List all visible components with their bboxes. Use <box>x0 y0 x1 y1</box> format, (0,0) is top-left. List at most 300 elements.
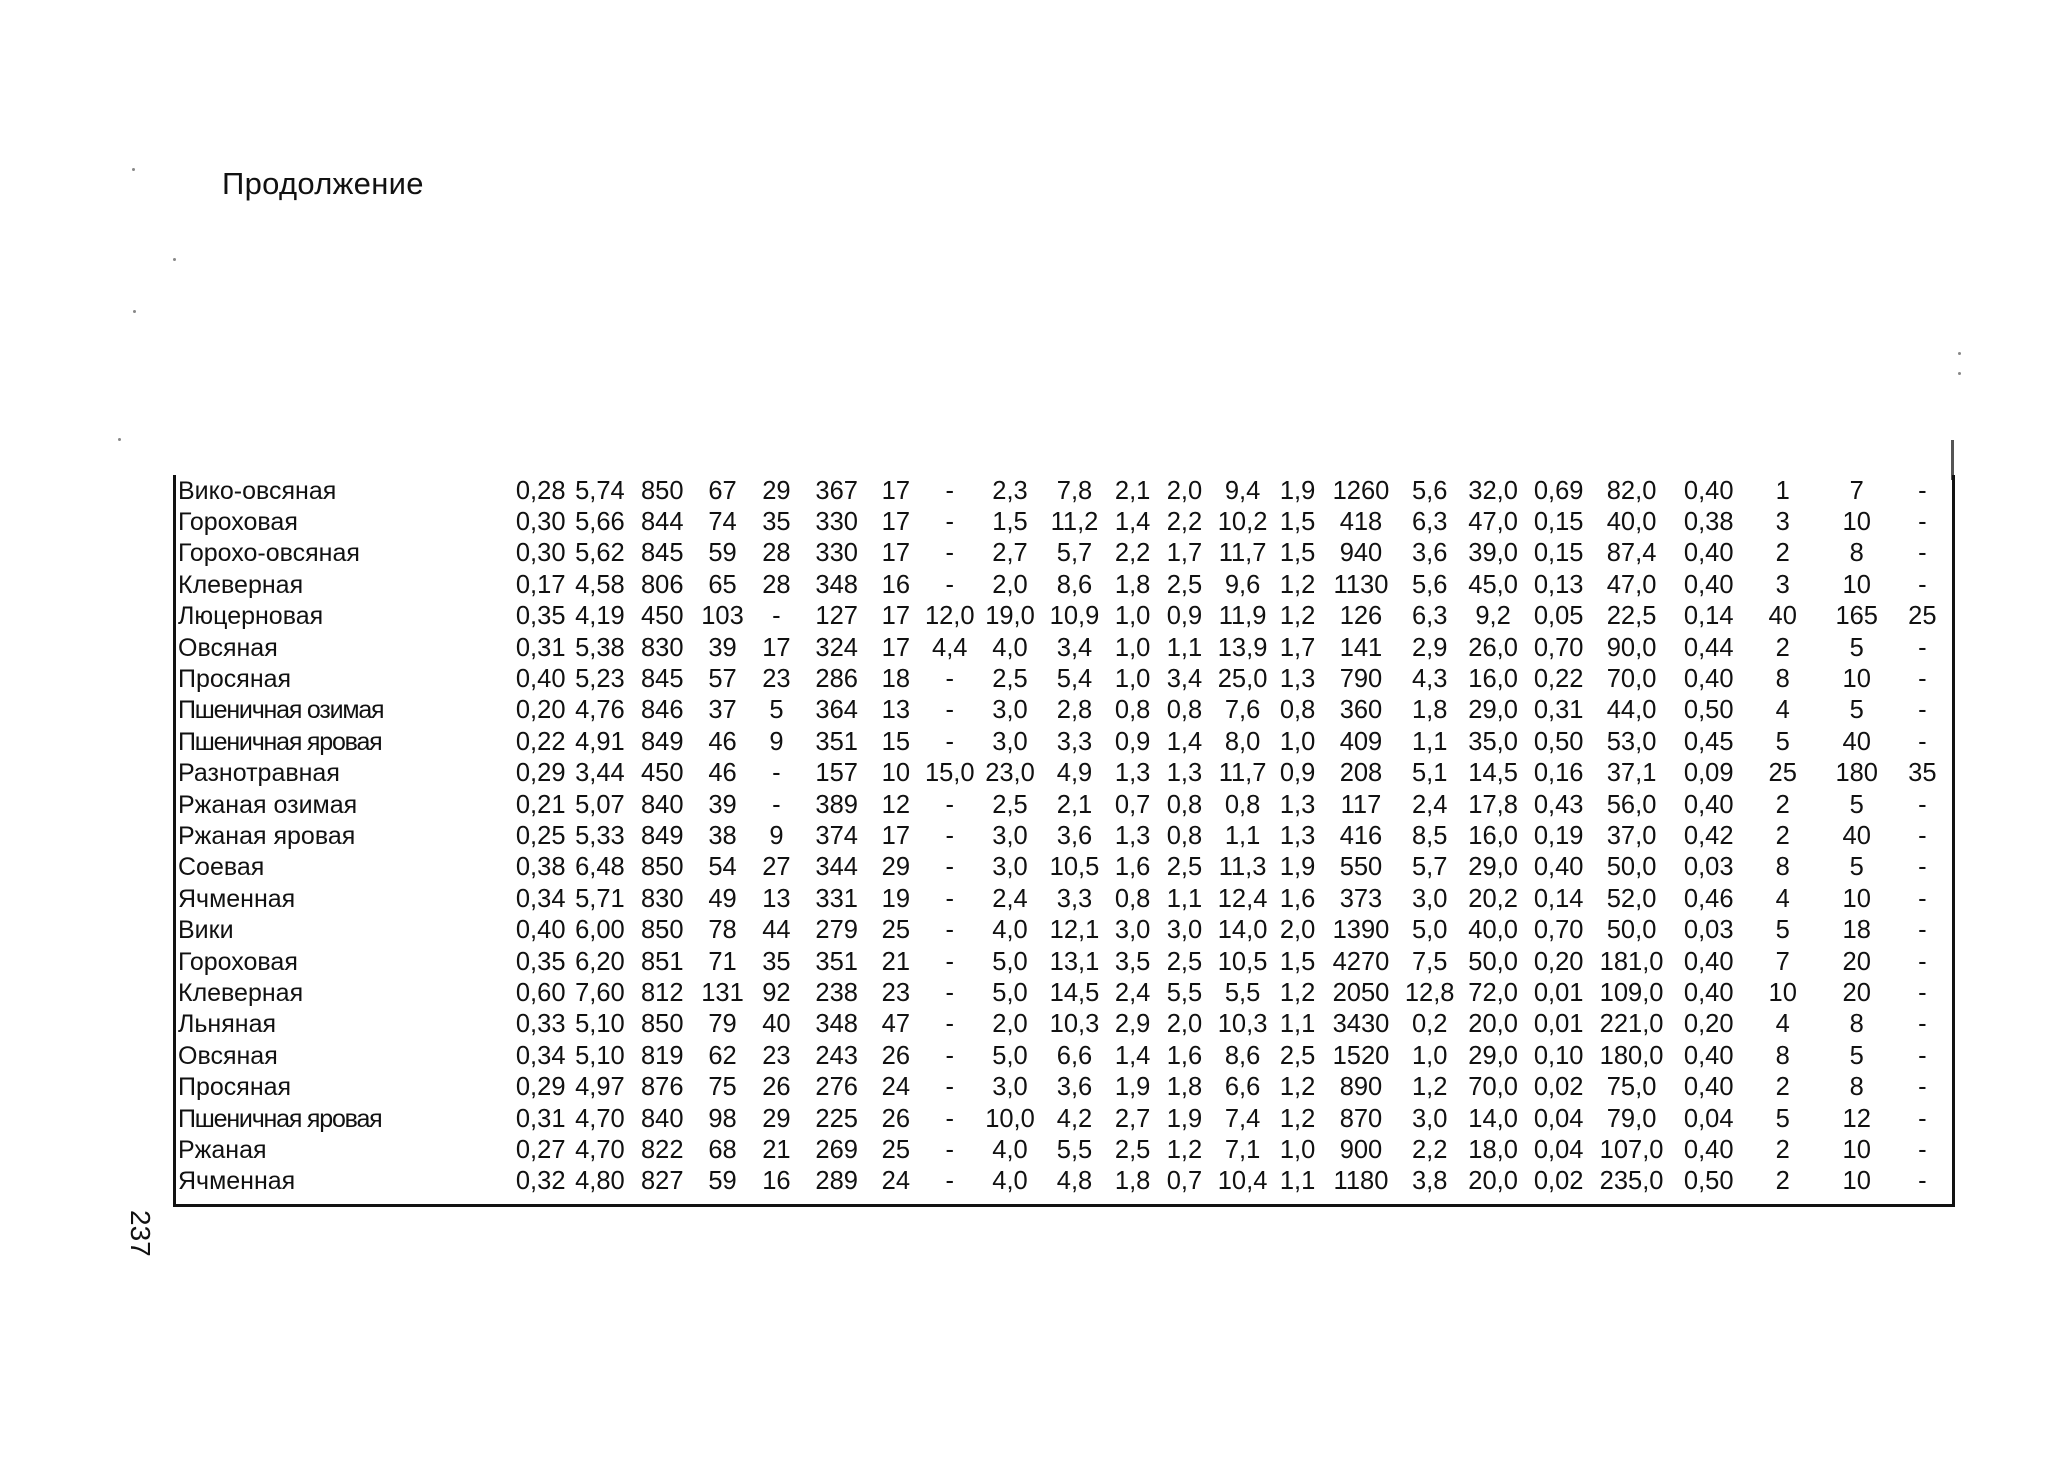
table-cell: - <box>1918 570 1927 599</box>
table-cell: 14,5 <box>1468 759 1518 788</box>
table-cell: 0,35 <box>515 947 566 976</box>
table-cell: 1,8 <box>1166 1073 1203 1102</box>
table-cell: 180 <box>1835 759 1878 788</box>
table-cell: 4,3 <box>1411 665 1448 694</box>
table-cell: 1,0 <box>1279 1135 1316 1164</box>
table-cell: 24 <box>881 1073 911 1102</box>
table-cell: 10 <box>1842 508 1871 537</box>
table-cell: 74 <box>708 508 737 537</box>
table-cell: 5,38 <box>575 633 625 662</box>
table-cell: 276 <box>815 1073 858 1102</box>
table-cell: 2,8 <box>1056 696 1093 725</box>
row-name: Просяная <box>178 1073 292 1102</box>
table-cell: 98 <box>708 1104 737 1133</box>
table-cell: 827 <box>640 1167 684 1196</box>
table-cell: - <box>1918 727 1927 756</box>
table-cell: 7,4 <box>1224 1104 1261 1133</box>
table-cell: 0,28 <box>515 476 566 505</box>
table-cell: 5,62 <box>575 539 625 568</box>
table-cell: 9,6 <box>1224 570 1261 599</box>
table-cell: 2,5 <box>1166 947 1203 976</box>
table-cell: 4,4 <box>932 633 968 662</box>
table-cell: 29,0 <box>1468 1041 1518 1070</box>
table-cell: 1,3 <box>1114 759 1151 788</box>
table-cell: 23,0 <box>985 759 1035 788</box>
table-cell: - <box>945 821 955 850</box>
table-cell: - <box>945 790 955 819</box>
table-cell: 348 <box>815 570 858 599</box>
table-row <box>176 601 1952 632</box>
table-cell: 830 <box>640 633 684 662</box>
table-cell: 1,3 <box>1279 790 1316 819</box>
table-cell: 0,03 <box>1683 853 1734 882</box>
table-row <box>176 1103 1952 1134</box>
table-cell: 10,2 <box>1217 508 1268 537</box>
table-cell: 5,0 <box>992 947 1028 976</box>
table-cell: 12,4 <box>1217 884 1268 913</box>
row-name: Соевая <box>178 853 265 882</box>
table-cell: 29 <box>881 853 911 882</box>
table-cell: 0,14 <box>1683 602 1734 631</box>
table-cell: 127 <box>815 602 858 631</box>
row-name: Овсяная <box>178 633 278 662</box>
table-cell: 3,6 <box>1411 539 1448 568</box>
table-cell: 3,0 <box>1114 916 1151 945</box>
table-cell: 5,5 <box>1056 1135 1093 1164</box>
table-cell: 2 <box>1775 1073 1790 1102</box>
table-cell: 10 <box>1842 665 1871 694</box>
table-cell: 78 <box>708 916 737 945</box>
table-cell: 18,0 <box>1468 1135 1518 1164</box>
table-cell: 8 <box>1849 1073 1864 1102</box>
table-cell: 7 <box>1849 476 1864 505</box>
table-cell: 819 <box>640 1041 684 1070</box>
table-cell: 845 <box>640 665 684 694</box>
table-cell: 47 <box>881 1010 911 1039</box>
table-cell: 243 <box>815 1041 858 1070</box>
table-cell: 1,4 <box>1114 1041 1151 1070</box>
table-cell: 416 <box>1339 821 1383 850</box>
table-cell: 940 <box>1339 539 1383 568</box>
table-cell: 450 <box>640 759 684 788</box>
row-name: Ржаная <box>178 1135 267 1164</box>
table-cell: 0,20 <box>1683 1010 1734 1039</box>
table-cell: 0,38 <box>515 853 566 882</box>
table-cell: 3,0 <box>992 821 1028 850</box>
table-cell: 5,6 <box>1411 570 1448 599</box>
table-cell: 0,15 <box>1533 508 1584 537</box>
row-name: Пшеничная озимая <box>178 696 384 725</box>
table-cell: 1,1 <box>1224 821 1261 850</box>
table-cell: 1,7 <box>1279 633 1316 662</box>
table-cell: 20,2 <box>1468 884 1518 913</box>
row-name: Ячменная <box>178 1167 296 1196</box>
table-cell: 0,04 <box>1533 1104 1584 1133</box>
table-cell: 890 <box>1339 1073 1383 1102</box>
table-cell: 8 <box>1775 853 1790 882</box>
table-cell: 1,6 <box>1114 853 1151 882</box>
table-cell: 1,1 <box>1166 633 1203 662</box>
table-cell: - <box>1918 665 1927 694</box>
table-cell: 26 <box>881 1041 911 1070</box>
row-name: Пшеничная яровая <box>178 1104 382 1133</box>
table-cell: 1,3 <box>1114 821 1151 850</box>
table-cell: 5,0 <box>1411 916 1448 945</box>
table-cell: 0,14 <box>1533 884 1584 913</box>
table-cell: 13 <box>881 696 911 725</box>
table-cell: 850 <box>640 1010 684 1039</box>
table-cell: 1,1 <box>1166 884 1203 913</box>
table-cell: 22,5 <box>1606 602 1657 631</box>
table-cell: 1,3 <box>1166 759 1203 788</box>
table-cell: - <box>1918 884 1927 913</box>
table-cell: 13 <box>762 884 791 913</box>
table-cell: 10,5 <box>1217 947 1268 976</box>
table-cell: - <box>772 759 781 788</box>
table-cell: 3,3 <box>1056 727 1093 756</box>
table-cell: 39 <box>708 790 737 819</box>
table-cell: 62 <box>708 1041 737 1070</box>
table-cell: 2,5 <box>992 665 1028 694</box>
table-cell: 7 <box>1775 947 1790 976</box>
table-cell: 3,5 <box>1114 947 1151 976</box>
table-cell: 38 <box>708 821 737 850</box>
table-cell: 5 <box>1849 790 1864 819</box>
table-row <box>176 475 1952 506</box>
table-cell: 10 <box>1842 570 1871 599</box>
table-cell: 16,0 <box>1468 665 1518 694</box>
row-name: Ржаная яровая <box>178 821 356 850</box>
table-cell: 2,4 <box>1114 978 1151 1007</box>
table-cell: 0,09 <box>1683 759 1734 788</box>
table-cell: - <box>1918 696 1927 725</box>
table-cell: 2,0 <box>1166 1010 1203 1039</box>
table-row <box>176 1134 1952 1165</box>
table-cell: 3,0 <box>992 853 1028 882</box>
table-cell: 4,91 <box>575 727 625 756</box>
table-cell: 79 <box>708 1010 737 1039</box>
table-cell: 35 <box>762 508 791 537</box>
table-cell: 24 <box>881 1167 911 1196</box>
table-row <box>176 506 1952 537</box>
table-cell: 0,17 <box>515 570 566 599</box>
table-cell: 0,46 <box>1683 884 1734 913</box>
table-cell: - <box>1918 1041 1927 1070</box>
table-cell: 0,01 <box>1533 1010 1584 1039</box>
table-cell: 3,3 <box>1056 884 1093 913</box>
table-cell: 0,40 <box>1683 790 1734 819</box>
table-cell: 5,6 <box>1411 476 1448 505</box>
row-name: Клеверная <box>178 570 304 599</box>
table-cell: 4,8 <box>1056 1167 1093 1196</box>
table-cell: 1,1 <box>1411 727 1448 756</box>
table-cell: 39,0 <box>1468 539 1518 568</box>
table-cell: 79,0 <box>1606 1104 1657 1133</box>
table-cell: 2050 <box>1332 978 1390 1007</box>
table-cell: 2 <box>1775 539 1790 568</box>
table-cell: 21 <box>762 1135 791 1164</box>
table-cell: 0,40 <box>515 916 566 945</box>
table-cell: 92 <box>762 978 791 1007</box>
table-cell: 75 <box>708 1073 737 1102</box>
table-cell: 19 <box>881 884 911 913</box>
table-cell: 4,0 <box>992 633 1028 662</box>
table-cell: 90,0 <box>1606 633 1657 662</box>
table-cell: 20 <box>1842 947 1871 976</box>
table-cell: 4,2 <box>1056 1104 1093 1133</box>
table-cell: 5 <box>1849 1041 1864 1070</box>
table-cell: 12 <box>1842 1104 1871 1133</box>
table-cell: 1,0 <box>1114 633 1151 662</box>
table-cell: 28 <box>762 539 791 568</box>
table-cell: 6,48 <box>575 853 625 882</box>
data-table-frame <box>173 475 1955 1207</box>
table-cell: 46 <box>708 727 737 756</box>
table-cell: 3,44 <box>575 759 625 788</box>
table-cell: 409 <box>1339 727 1383 756</box>
table-cell: 0,13 <box>1533 570 1584 599</box>
table-cell: 0,70 <box>1533 633 1584 662</box>
table-cell: 5,10 <box>575 1010 625 1039</box>
table-cell: 20,0 <box>1468 1167 1518 1196</box>
table-cell: 4,9 <box>1056 759 1093 788</box>
table-cell: 1,5 <box>1279 508 1316 537</box>
table-cell: 157 <box>815 759 858 788</box>
table-cell: 27 <box>762 853 791 882</box>
table-cell: 23 <box>881 978 911 1007</box>
table-cell: 1,5 <box>992 508 1028 537</box>
table-cell: 35 <box>1908 759 1937 788</box>
table-cell: 450 <box>640 602 684 631</box>
table-cell: 0,9 <box>1166 602 1203 631</box>
table-cell: - <box>945 665 955 694</box>
table-cell: 1,1 <box>1279 1010 1316 1039</box>
table-cell: 15 <box>881 727 911 756</box>
table-cell: 0,30 <box>515 539 566 568</box>
row-name: Овсяная <box>178 1041 278 1070</box>
table-cell: 2,7 <box>1114 1104 1151 1133</box>
table-cell: 3,4 <box>1166 665 1203 694</box>
table-cell: 4,70 <box>575 1104 625 1133</box>
table-cell: 40 <box>1768 602 1797 631</box>
table-cell: 4,0 <box>992 1135 1028 1164</box>
table-cell: - <box>945 696 955 725</box>
table-cell: 2,4 <box>1411 790 1448 819</box>
table-cell: - <box>1918 1167 1927 1196</box>
table-cell: 181,0 <box>1599 947 1664 976</box>
table-cell: - <box>945 1135 955 1164</box>
table-cell: 6,3 <box>1411 508 1448 537</box>
table-cell: 21 <box>881 947 911 976</box>
table-cell: 12,8 <box>1404 978 1455 1007</box>
table-cell: 367 <box>815 476 858 505</box>
table-cell: 50,0 <box>1468 947 1518 976</box>
table-cell: 40,0 <box>1606 508 1657 537</box>
table-cell: 7,6 <box>1224 696 1261 725</box>
table-cell: 16 <box>762 1167 791 1196</box>
table-cell: 1520 <box>1332 1041 1390 1070</box>
table-cell: 11,2 <box>1050 508 1099 537</box>
table-cell: 0,40 <box>1683 570 1734 599</box>
table-cell: - <box>1918 633 1927 662</box>
table-cell: 790 <box>1339 665 1383 694</box>
table-cell: 103 <box>701 602 744 631</box>
table-cell: 1,2 <box>1279 570 1316 599</box>
table-cell: 5,7 <box>1056 539 1093 568</box>
table-cell: 0,9 <box>1114 727 1151 756</box>
table-cell: 850 <box>640 853 684 882</box>
table-cell: 44,0 <box>1606 696 1657 725</box>
table-cell: 17 <box>881 821 911 850</box>
table-cell: 49 <box>708 884 737 913</box>
table-cell: 59 <box>708 539 737 568</box>
table-cell: 0,21 <box>515 790 566 819</box>
table-cell: 5,23 <box>575 665 625 694</box>
table-cell: 0,22 <box>1533 665 1584 694</box>
table-cell: 3,0 <box>1411 1104 1448 1133</box>
table-cell: 0,30 <box>515 508 566 537</box>
table-cell: 10,0 <box>985 1104 1035 1133</box>
table-cell: 141 <box>1339 633 1383 662</box>
table-cell: 5,1 <box>1411 759 1448 788</box>
table-cell: 0,8 <box>1224 790 1261 819</box>
table-cell: 44 <box>762 916 791 945</box>
table-cell: 8,6 <box>1056 570 1093 599</box>
table-cell: 2 <box>1775 790 1790 819</box>
table-cell: 1,0 <box>1114 602 1151 631</box>
table-cell: 7,60 <box>575 978 625 1007</box>
table-cell: 10,5 <box>1049 853 1100 882</box>
table-cell: - <box>1918 539 1927 568</box>
table-cell: 269 <box>815 1135 858 1164</box>
table-cell: 71 <box>708 947 737 976</box>
table-cell: 279 <box>815 916 858 945</box>
table-cell: 2,0 <box>1166 476 1203 505</box>
table-cell: 1180 <box>1333 1167 1389 1196</box>
table-cell: 4,97 <box>575 1073 625 1102</box>
table-cell: 5,71 <box>575 884 625 913</box>
table-cell: 6,6 <box>1224 1073 1261 1102</box>
table-cell: 9,4 <box>1224 476 1261 505</box>
table-cell: 3 <box>1775 570 1790 599</box>
table-cell: 56,0 <box>1606 790 1657 819</box>
table-row <box>176 569 1952 600</box>
table-cell: 1,4 <box>1166 727 1203 756</box>
table-cell: - <box>1918 1073 1927 1102</box>
table-cell: - <box>772 602 781 631</box>
table-cell: 0,2 <box>1411 1010 1448 1039</box>
table-cell: 87,4 <box>1606 539 1657 568</box>
table-cell: 131 <box>701 978 744 1007</box>
table-cell: 0,22 <box>515 727 566 756</box>
table-row <box>176 914 1952 945</box>
table-cell: 330 <box>815 508 858 537</box>
table-cell: - <box>945 947 955 976</box>
table-cell: - <box>1918 1010 1927 1039</box>
table-cell: 10 <box>1842 884 1871 913</box>
table-cell: 23 <box>762 665 791 694</box>
table-cell: 364 <box>815 696 858 725</box>
table-cell: 849 <box>640 727 684 756</box>
table-cell: 10,4 <box>1217 1167 1268 1196</box>
table-row <box>176 946 1952 977</box>
table-cell: 40 <box>762 1010 791 1039</box>
table-cell: 0,40 <box>1683 1073 1734 1102</box>
table-cell: 5,0 <box>992 1041 1028 1070</box>
table-cell: 4,76 <box>575 696 625 725</box>
table-cell: 373 <box>1339 884 1383 913</box>
table-cell: 82,0 <box>1606 476 1657 505</box>
table-cell: 10 <box>1842 1167 1871 1196</box>
table-row <box>176 695 1952 726</box>
table-cell: 70,0 <box>1606 665 1657 694</box>
table-cell: 15,0 <box>924 759 975 788</box>
table-cell: 3,0 <box>1411 884 1448 913</box>
table-cell: 0,40 <box>1683 476 1734 505</box>
table-cell: 0,50 <box>1683 1167 1734 1196</box>
table-cell: 65 <box>708 570 737 599</box>
table-cell: 4270 <box>1332 947 1390 976</box>
table-cell: - <box>945 978 955 1007</box>
table-cell: 57 <box>708 665 737 694</box>
table-cell: - <box>945 1041 955 1070</box>
table-cell: 17 <box>881 633 911 662</box>
table-cell: 2,1 <box>1056 790 1093 819</box>
table-cell: 2,2 <box>1166 508 1203 537</box>
table-cell: 37,0 <box>1606 821 1657 850</box>
table-cell: 550 <box>1339 853 1383 882</box>
table-cell: 7,8 <box>1056 476 1093 505</box>
table-cell: 14,0 <box>1468 1104 1518 1133</box>
table-cell: 107,0 <box>1599 1135 1664 1164</box>
table-cell: 225 <box>815 1104 858 1133</box>
table-cell: 870 <box>1339 1104 1383 1133</box>
table-row <box>176 883 1952 914</box>
table-cell: 238 <box>815 978 858 1007</box>
table-cell: 3 <box>1775 508 1790 537</box>
table-cell: 0,50 <box>1533 727 1584 756</box>
row-name: Люцерновая <box>178 602 324 631</box>
table-cell: 0,04 <box>1533 1135 1584 1164</box>
table-cell: 18 <box>881 665 911 694</box>
table-cell: 40 <box>1842 727 1871 756</box>
table-row <box>176 1166 1952 1197</box>
table-cell: 13,9 <box>1217 633 1268 662</box>
table-cell: 16 <box>881 570 911 599</box>
table-cell: 25,0 <box>1217 665 1268 694</box>
table-cell: 840 <box>640 790 684 819</box>
table-cell: 1130 <box>1333 570 1389 599</box>
table-cell: 0,03 <box>1683 916 1734 945</box>
table-cell: 7,5 <box>1411 947 1448 976</box>
table-cell: 0,8 <box>1114 884 1151 913</box>
table-cell: 35 <box>762 947 791 976</box>
table-cell: 9 <box>769 727 784 756</box>
table-cell: 5 <box>1849 853 1864 882</box>
table-cell: 37 <box>708 696 737 725</box>
table-cell: - <box>1918 1135 1927 1164</box>
table-cell: - <box>1918 853 1927 882</box>
table-cell: 1,7 <box>1166 539 1203 568</box>
table-row <box>176 789 1952 820</box>
table-cell: 351 <box>815 727 858 756</box>
table-cell: 59 <box>708 1167 737 1196</box>
table-cell: 3,6 <box>1056 1073 1093 1102</box>
table-cell: 39 <box>708 633 737 662</box>
table-cell: 18 <box>1842 916 1871 945</box>
table-cell: 5 <box>1775 1104 1790 1133</box>
table-cell: - <box>945 539 955 568</box>
